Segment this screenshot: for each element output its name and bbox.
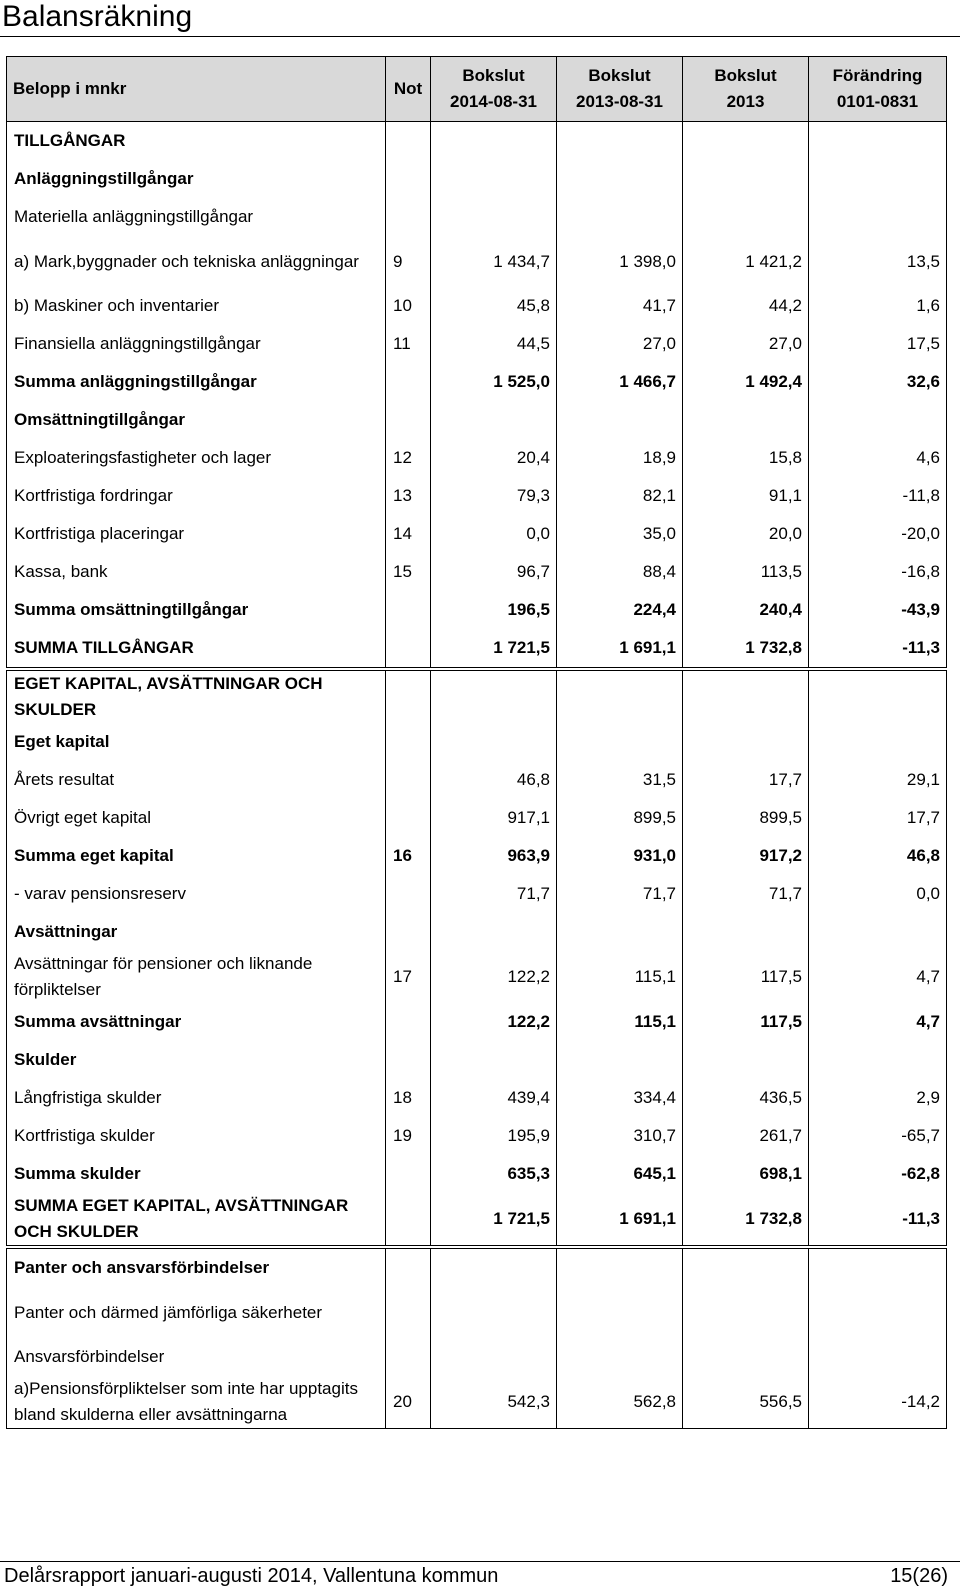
row-value-2013-08-31: 18,9 (557, 439, 683, 477)
row-value-2013-08-31: 931,0 (557, 837, 683, 875)
row-value-2014-08-31 (431, 913, 557, 951)
row-value-2014-08-31 (431, 198, 557, 236)
row-value-2014-08-31 (431, 160, 557, 198)
row-value-2013: 71,7 (683, 875, 809, 913)
row-value-2014-08-31: 122,2 (431, 951, 557, 1003)
row-value-2013 (683, 723, 809, 761)
table-row (7, 160, 947, 198)
row-value-2014-08-31 (431, 1041, 557, 1079)
row-value-2013-08-31: 88,4 (557, 553, 683, 591)
row-label: Kortfristiga skulder (7, 1117, 386, 1155)
row-label: SUMMA TILLGÅNGAR (7, 629, 386, 669)
row-value-2013 (683, 913, 809, 951)
row-label: b) Maskiner och inventarier (7, 287, 386, 325)
row-value-forandring: 4,7 (809, 1003, 947, 1041)
row-value-2013 (683, 1287, 809, 1338)
row-label: EGET KAPITAL, AVSÄTTNINGAR OCH SKULDER (7, 669, 386, 723)
row-label: Summa skulder (7, 1155, 386, 1193)
table-row (7, 287, 947, 325)
header-bokslut-2013-08-31: Bokslut 2013-08-31 (557, 57, 683, 122)
row-value-2013: 117,5 (683, 951, 809, 1003)
row-value-2013-08-31: 334,4 (557, 1079, 683, 1117)
table-row (7, 1287, 947, 1338)
row-not (386, 363, 431, 401)
header-not: Not (386, 57, 431, 122)
row-value-2013: 556,5 (683, 1376, 809, 1429)
row-label: Långfristiga skulder (7, 1079, 386, 1117)
row-label: Materiella anläggningstillgångar (7, 198, 386, 236)
row-value-2013-08-31 (557, 160, 683, 198)
row-value-2013: 91,1 (683, 477, 809, 515)
row-not (386, 913, 431, 951)
row-value-2014-08-31: 71,7 (431, 875, 557, 913)
page-number: 15(26) (890, 1565, 948, 1587)
row-value-2014-08-31 (431, 1287, 557, 1338)
row-value-2013-08-31: 82,1 (557, 477, 683, 515)
row-value-2013 (683, 1041, 809, 1079)
row-not: 16 (386, 837, 431, 875)
row-not (386, 591, 431, 629)
row-value-forandring: 2,9 (809, 1079, 947, 1117)
table-row (7, 439, 947, 477)
row-value-2014-08-31 (431, 401, 557, 439)
row-label: - varav pensionsreserv (7, 875, 386, 913)
row-value-2014-08-31: 635,3 (431, 1155, 557, 1193)
row-not: 13 (386, 477, 431, 515)
row-value-2013: 240,4 (683, 591, 809, 629)
row-value-2013 (683, 160, 809, 198)
row-label: a) Mark,byggnader och tekniska anläggningar (7, 236, 386, 287)
row-label: Övrigt eget kapital (7, 799, 386, 837)
row-value-2013-08-31: 1 691,1 (557, 629, 683, 669)
row-value-2013-08-31 (557, 122, 683, 161)
page-title: Balansräkning (2, 0, 193, 33)
row-label: Kortfristiga fordringar (7, 477, 386, 515)
row-value-2013-08-31: 224,4 (557, 591, 683, 629)
row-value-2013-08-31: 562,8 (557, 1376, 683, 1429)
row-label: Finansiella anläggningstillgångar (7, 325, 386, 363)
row-label: a)Pensionsförpliktelser som inte har upptagits bland skulderna eller avsättningarna (7, 1376, 386, 1429)
row-value-2014-08-31 (431, 122, 557, 161)
row-not: 11 (386, 325, 431, 363)
table-row (7, 913, 947, 951)
row-value-2013-08-31: 27,0 (557, 325, 683, 363)
row-value-forandring: -43,9 (809, 591, 947, 629)
row-value-forandring (809, 160, 947, 198)
row-value-forandring: 0,0 (809, 875, 947, 913)
table-row (7, 236, 947, 287)
row-value-2013-08-31: 899,5 (557, 799, 683, 837)
row-label: Skulder (7, 1041, 386, 1079)
row-value-forandring (809, 723, 947, 761)
row-value-2013: 44,2 (683, 287, 809, 325)
row-not (386, 1287, 431, 1338)
row-value-2013-08-31 (557, 723, 683, 761)
row-value-2013: 261,7 (683, 1117, 809, 1155)
row-label: Omsättningtillgångar (7, 401, 386, 439)
row-value-forandring: -11,8 (809, 477, 947, 515)
row-value-2013-08-31 (557, 198, 683, 236)
row-value-2013-08-31 (557, 913, 683, 951)
row-not: 14 (386, 515, 431, 553)
row-not (386, 122, 431, 161)
row-value-2013-08-31: 71,7 (557, 875, 683, 913)
table-header-row (7, 57, 947, 122)
row-value-forandring (809, 1287, 947, 1338)
row-value-2013: 698,1 (683, 1155, 809, 1193)
table-row (7, 875, 947, 913)
row-label: Summa avsättningar (7, 1003, 386, 1041)
table-row (7, 837, 947, 875)
row-value-2014-08-31: 0,0 (431, 515, 557, 553)
header-belopp: Belopp i mnkr (7, 57, 386, 122)
row-value-2013-08-31: 1 398,0 (557, 236, 683, 287)
table-row (7, 1079, 947, 1117)
header-bokslut-2013: Bokslut 2013 (683, 57, 809, 122)
row-value-2013-08-31 (557, 1338, 683, 1376)
row-value-2014-08-31: 45,8 (431, 287, 557, 325)
table-row (7, 669, 947, 723)
table-row (7, 951, 947, 1003)
row-not (386, 1338, 431, 1376)
row-value-2014-08-31: 20,4 (431, 439, 557, 477)
table-row (7, 723, 947, 761)
row-label: Avsättningar för pensioner och liknande förpliktelser (7, 951, 386, 1003)
row-label: Kassa, bank (7, 553, 386, 591)
row-label: Panter och ansvarsförbindelser (7, 1247, 386, 1287)
row-value-2013 (683, 122, 809, 161)
row-value-forandring: -20,0 (809, 515, 947, 553)
row-value-2013-08-31: 115,1 (557, 1003, 683, 1041)
row-value-2013: 1 492,4 (683, 363, 809, 401)
row-not (386, 669, 431, 723)
row-value-2014-08-31: 1 525,0 (431, 363, 557, 401)
row-value-2014-08-31 (431, 1247, 557, 1287)
footer-text: Delårsrapport januari-augusti 2014, Vallentuna kommun (4, 1565, 499, 1587)
row-value-forandring (809, 913, 947, 951)
row-not: 18 (386, 1079, 431, 1117)
row-value-2013: 17,7 (683, 761, 809, 799)
row-label: Avsättningar (7, 913, 386, 951)
row-value-forandring: -65,7 (809, 1117, 947, 1155)
row-value-forandring: -16,8 (809, 553, 947, 591)
row-value-2013-08-31: 31,5 (557, 761, 683, 799)
row-value-2013: 117,5 (683, 1003, 809, 1041)
row-label: Årets resultat (7, 761, 386, 799)
row-label: SUMMA EGET KAPITAL, AVSÄTTNINGAR OCH SKULDER (7, 1193, 386, 1247)
row-value-forandring: -62,8 (809, 1155, 947, 1193)
table-row (7, 1117, 947, 1155)
row-not: 17 (386, 951, 431, 1003)
row-value-2013: 917,2 (683, 837, 809, 875)
row-value-2014-08-31: 963,9 (431, 837, 557, 875)
row-value-2013-08-31 (557, 1287, 683, 1338)
row-value-2014-08-31 (431, 723, 557, 761)
row-value-forandring: -11,3 (809, 629, 947, 669)
row-not: 15 (386, 553, 431, 591)
table-body (7, 122, 947, 1429)
row-not (386, 1003, 431, 1041)
row-label: Summa omsättningtillgångar (7, 591, 386, 629)
table-row (7, 1376, 947, 1429)
row-label: Summa anläggningstillgångar (7, 363, 386, 401)
table-row (7, 1003, 947, 1041)
row-value-2014-08-31 (431, 1338, 557, 1376)
balance-sheet-table (6, 56, 947, 1429)
row-value-2014-08-31: 1 434,7 (431, 236, 557, 287)
row-value-2014-08-31: 1 721,5 (431, 1193, 557, 1247)
table-row (7, 629, 947, 669)
row-not (386, 401, 431, 439)
table-row (7, 1338, 947, 1376)
row-value-forandring: -14,2 (809, 1376, 947, 1429)
row-value-forandring: 29,1 (809, 761, 947, 799)
row-value-2013-08-31: 35,0 (557, 515, 683, 553)
row-value-2013-08-31 (557, 1247, 683, 1287)
row-value-2014-08-31: 79,3 (431, 477, 557, 515)
row-not (386, 1155, 431, 1193)
table-row (7, 553, 947, 591)
row-value-forandring (809, 669, 947, 723)
row-value-2013-08-31 (557, 669, 683, 723)
row-value-forandring: 32,6 (809, 363, 947, 401)
row-value-2013: 27,0 (683, 325, 809, 363)
table-row (7, 363, 947, 401)
row-value-2013-08-31 (557, 1041, 683, 1079)
row-value-2014-08-31: 96,7 (431, 553, 557, 591)
row-not (386, 1247, 431, 1287)
row-value-forandring: -11,3 (809, 1193, 947, 1247)
row-value-forandring (809, 1247, 947, 1287)
row-not: 19 (386, 1117, 431, 1155)
footer-divider (0, 1561, 960, 1562)
row-label: TILLGÅNGAR (7, 122, 386, 161)
row-label: Eget kapital (7, 723, 386, 761)
row-value-forandring: 17,5 (809, 325, 947, 363)
row-value-forandring: 4,7 (809, 951, 947, 1003)
row-value-2013-08-31: 310,7 (557, 1117, 683, 1155)
row-value-2014-08-31: 195,9 (431, 1117, 557, 1155)
row-value-2013 (683, 401, 809, 439)
table-row (7, 1155, 947, 1193)
row-not: 9 (386, 236, 431, 287)
row-value-2013 (683, 198, 809, 236)
row-value-forandring (809, 122, 947, 161)
row-not (386, 799, 431, 837)
table-row (7, 198, 947, 236)
row-value-2014-08-31: 122,2 (431, 1003, 557, 1041)
row-not: 12 (386, 439, 431, 477)
table-row (7, 799, 947, 837)
row-label: Panter och därmed jämförliga säkerheter (7, 1287, 386, 1338)
row-value-2013-08-31 (557, 401, 683, 439)
row-not (386, 198, 431, 236)
table-row (7, 761, 947, 799)
row-label: Anläggningstillgångar (7, 160, 386, 198)
row-value-2013-08-31: 1 466,7 (557, 363, 683, 401)
row-value-2013: 1 421,2 (683, 236, 809, 287)
row-not (386, 1193, 431, 1247)
row-value-2013: 1 732,8 (683, 1193, 809, 1247)
row-value-2014-08-31: 196,5 (431, 591, 557, 629)
row-value-2014-08-31: 1 721,5 (431, 629, 557, 669)
row-not: 20 (386, 1376, 431, 1429)
header-forandring: Förändring 0101-0831 (809, 57, 947, 122)
table-row (7, 1247, 947, 1287)
row-value-forandring: 13,5 (809, 236, 947, 287)
title-divider (0, 36, 960, 37)
row-value-forandring (809, 401, 947, 439)
row-value-forandring (809, 198, 947, 236)
row-value-2013: 436,5 (683, 1079, 809, 1117)
table-row (7, 1193, 947, 1247)
row-value-2013-08-31: 115,1 (557, 951, 683, 1003)
row-value-forandring: 4,6 (809, 439, 947, 477)
row-label: Kortfristiga placeringar (7, 515, 386, 553)
row-value-2013 (683, 1247, 809, 1287)
row-label: Ansvarsförbindelser (7, 1338, 386, 1376)
row-value-2013: 113,5 (683, 553, 809, 591)
row-value-forandring: 46,8 (809, 837, 947, 875)
row-value-2013: 899,5 (683, 799, 809, 837)
row-value-2014-08-31 (431, 669, 557, 723)
row-not (386, 160, 431, 198)
row-value-forandring: 17,7 (809, 799, 947, 837)
header-bokslut-2014-08-31: Bokslut 2014-08-31 (431, 57, 557, 122)
table-row (7, 325, 947, 363)
row-value-2014-08-31: 46,8 (431, 761, 557, 799)
row-not (386, 1041, 431, 1079)
row-value-2014-08-31: 917,1 (431, 799, 557, 837)
row-value-2013: 15,8 (683, 439, 809, 477)
row-value-2013-08-31: 41,7 (557, 287, 683, 325)
row-value-2014-08-31: 439,4 (431, 1079, 557, 1117)
row-not: 10 (386, 287, 431, 325)
row-label: Summa eget kapital (7, 837, 386, 875)
table-row (7, 591, 947, 629)
row-not (386, 723, 431, 761)
row-value-2013 (683, 669, 809, 723)
table-row (7, 477, 947, 515)
row-value-2013-08-31: 1 691,1 (557, 1193, 683, 1247)
row-value-forandring (809, 1041, 947, 1079)
row-value-forandring: 1,6 (809, 287, 947, 325)
row-label: Exploateringsfastigheter och lager (7, 439, 386, 477)
table-row (7, 401, 947, 439)
row-value-2014-08-31: 44,5 (431, 325, 557, 363)
row-value-2013 (683, 1338, 809, 1376)
row-value-2014-08-31: 542,3 (431, 1376, 557, 1429)
row-not (386, 761, 431, 799)
row-value-2013-08-31: 645,1 (557, 1155, 683, 1193)
row-value-2013: 1 732,8 (683, 629, 809, 669)
table-row (7, 515, 947, 553)
table-row (7, 1041, 947, 1079)
row-not (386, 629, 431, 669)
row-not (386, 875, 431, 913)
row-value-2013: 20,0 (683, 515, 809, 553)
row-value-forandring (809, 1338, 947, 1376)
table-row (7, 122, 947, 161)
